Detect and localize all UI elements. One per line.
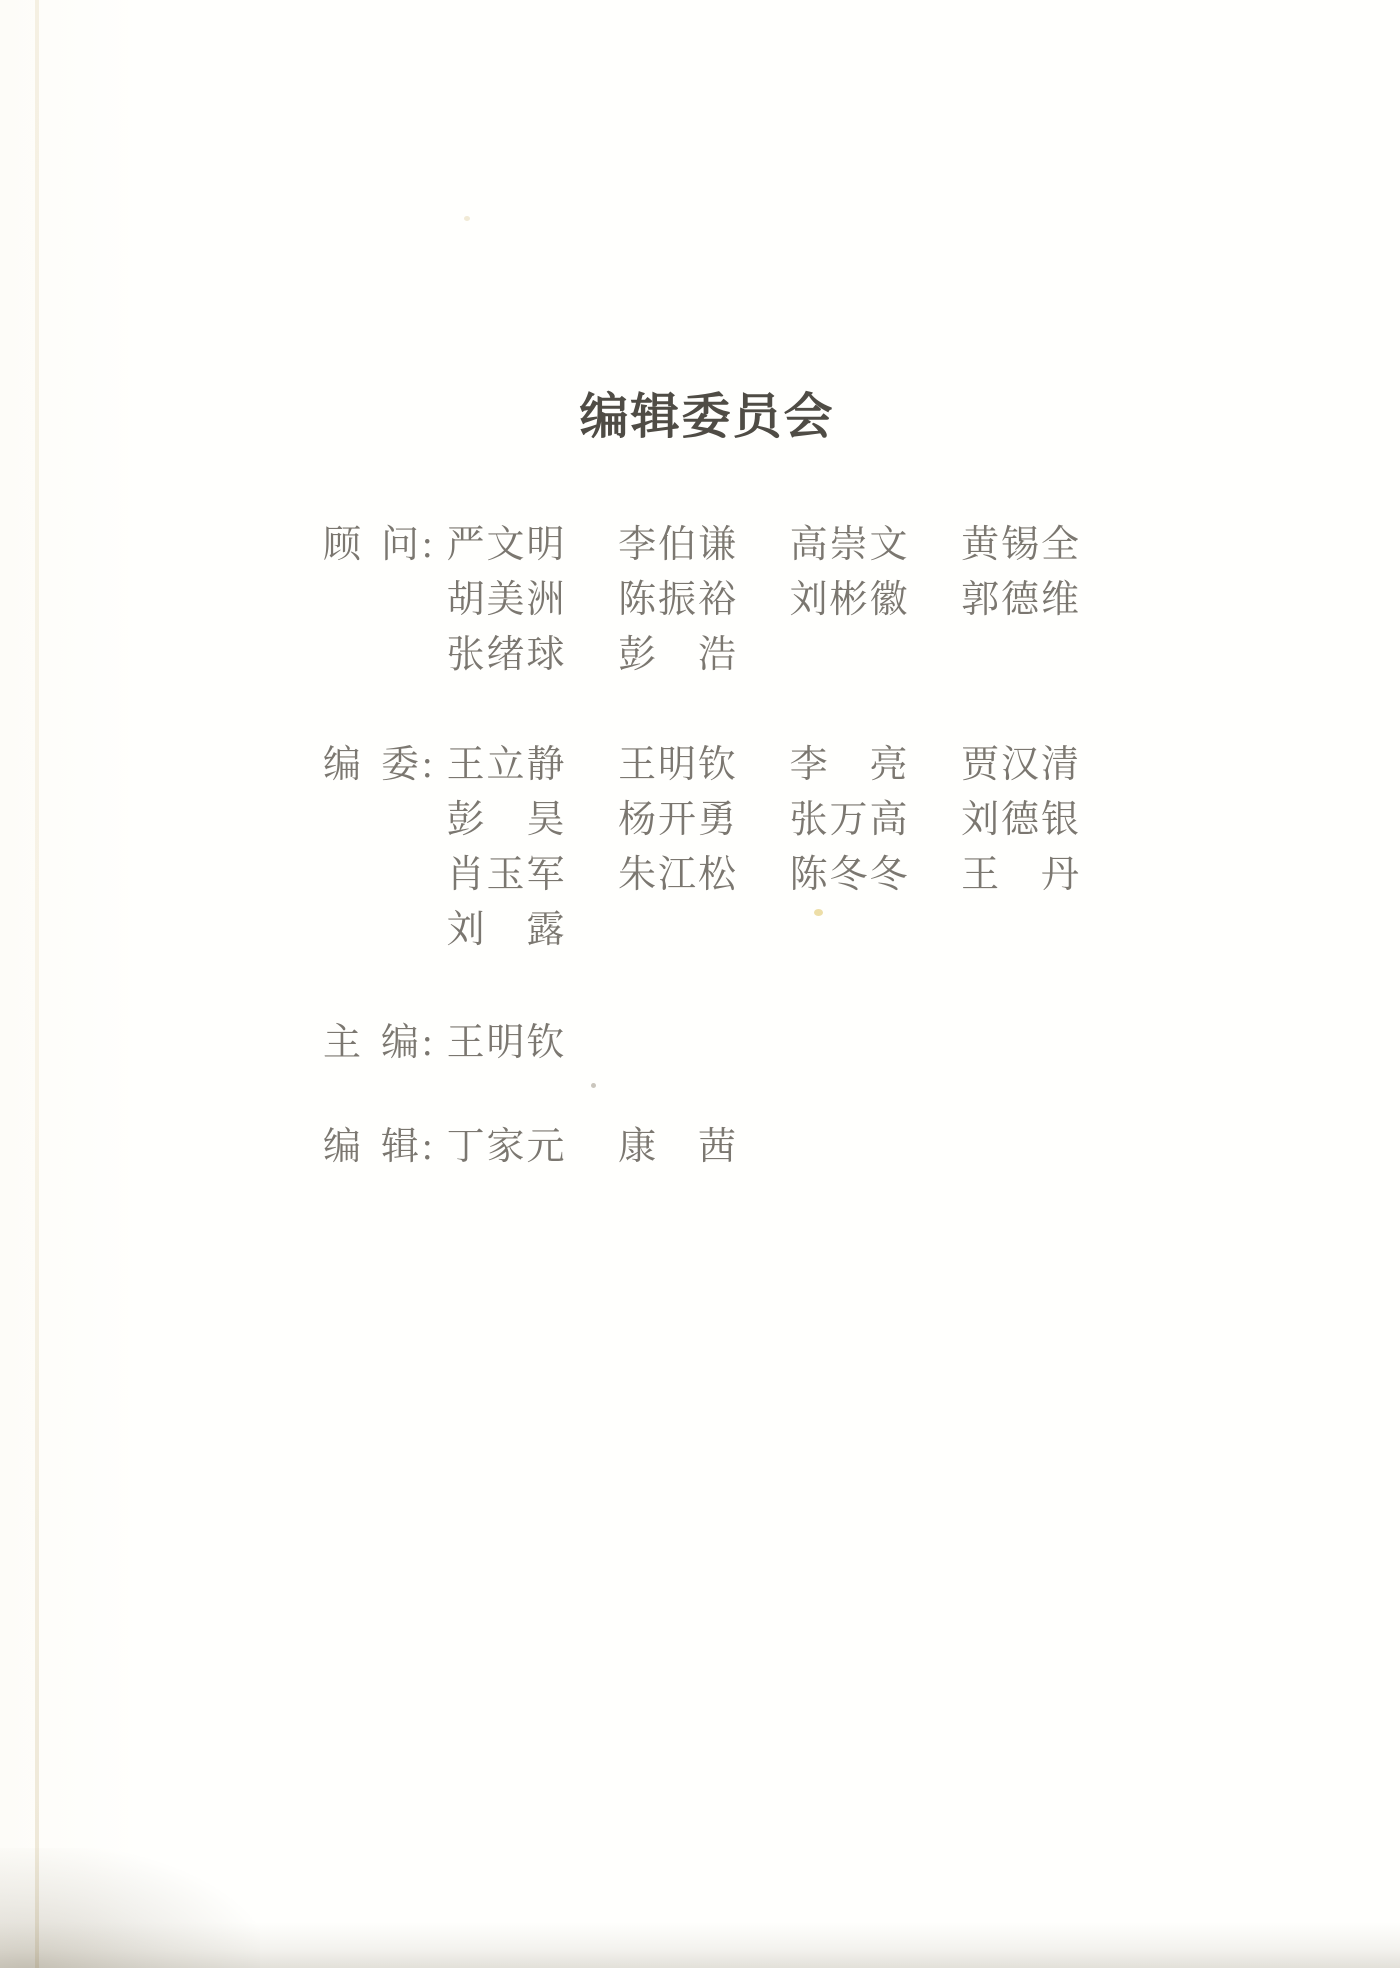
member-name: 贾汉清 — [961, 744, 1080, 786]
member-name: 康 茜 — [618, 1126, 737, 1168]
section-chief-editor-names — [447, 1016, 609, 1071]
member-row — [447, 738, 1124, 793]
section-label-text: 顾问 — [323, 524, 419, 566]
member-row — [447, 518, 1124, 573]
member-name: 高崇文 — [789, 524, 908, 566]
member-row — [447, 848, 1124, 903]
label-colon: : — [422, 744, 433, 786]
member-name: 肖玉军 — [446, 854, 565, 896]
member-name: 丁家元 — [446, 1126, 565, 1168]
section-label-text: 编辑 — [323, 1126, 419, 1168]
member-name: 陈振裕 — [618, 579, 737, 621]
member-name: 张绪球 — [446, 634, 565, 676]
member-name: 王 丹 — [961, 854, 1080, 896]
member-name: 彭 浩 — [618, 634, 737, 676]
section-advisors — [323, 518, 1400, 683]
member-row — [447, 793, 1124, 848]
label-colon: : — [422, 524, 433, 566]
member-name: 刘德银 — [961, 799, 1080, 841]
label-colon: : — [422, 1022, 433, 1064]
section-editors-label — [323, 1120, 433, 1175]
member-name: 严文明 — [446, 524, 565, 566]
scan-speck — [814, 909, 823, 916]
member-name: 王立静 — [446, 744, 565, 786]
committee-sections — [0, 518, 1400, 1175]
member-name: 张万高 — [789, 799, 908, 841]
scan-speck — [591, 1083, 596, 1088]
member-name: 陈冬冬 — [789, 854, 908, 896]
member-name: 郭德维 — [961, 579, 1080, 621]
section-editorial-board-label — [323, 738, 433, 793]
section-chief-editor-label — [323, 1016, 433, 1071]
page-title: 编辑委员会 — [579, 389, 835, 444]
member-name: 刘 露 — [446, 909, 565, 951]
member-name: 刘彬徽 — [789, 579, 908, 621]
member-name: 李伯谦 — [618, 524, 737, 566]
section-editors-names — [447, 1120, 781, 1175]
member-name: 王明钦 — [446, 1022, 565, 1064]
section-advisors-label — [323, 518, 433, 573]
member-row — [447, 628, 1124, 683]
member-row — [447, 1016, 609, 1071]
member-row — [447, 573, 1124, 628]
section-editorial-board — [323, 738, 1400, 958]
member-name: 杨开勇 — [618, 799, 737, 841]
section-advisors-names — [447, 518, 1124, 683]
member-row — [447, 903, 1124, 958]
member-row — [447, 1120, 781, 1175]
label-colon: : — [422, 1126, 433, 1168]
scan-bottom-shadow — [0, 1922, 1400, 1968]
section-chief-editor — [323, 1016, 1400, 1071]
section-label-text: 编委 — [323, 744, 419, 786]
section-editorial-board-names — [447, 738, 1124, 958]
section-label-text: 主编 — [323, 1022, 419, 1064]
member-name: 黄锡全 — [961, 524, 1080, 566]
member-name: 李 亮 — [789, 744, 908, 786]
member-name: 王明钦 — [618, 744, 737, 786]
member-name: 胡美洲 — [446, 579, 565, 621]
member-name: 朱江松 — [618, 854, 737, 896]
scan-speck — [464, 216, 470, 221]
member-name: 彭 昊 — [446, 799, 565, 841]
section-editors — [323, 1120, 1400, 1175]
